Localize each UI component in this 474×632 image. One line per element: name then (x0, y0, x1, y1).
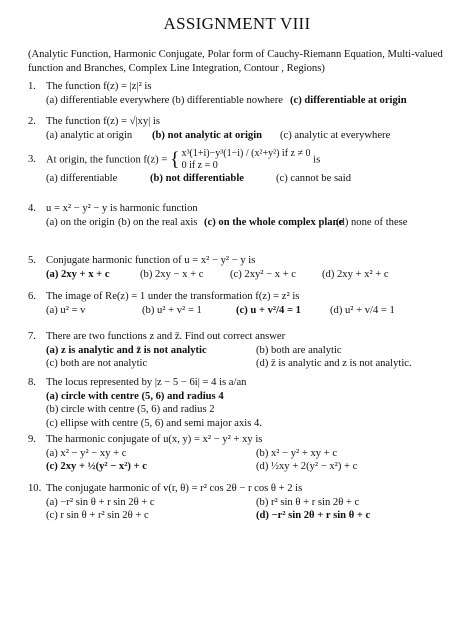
option-d[interactable]: (d) 2xy + x² + c (322, 268, 389, 280)
option-b[interactable]: (b) r² sin θ + r sin 2θ + c (256, 496, 360, 508)
option-d[interactable]: (d) none of these (336, 216, 408, 228)
question-stem: The harmonic conjugate of u(x, y) = x² − y² + xy is (46, 434, 263, 445)
question-stem: The function f(z) = √|xy| is (46, 116, 160, 127)
question-9: 9. The harmonic conjugate of u(x, y) = x² − y² + xy is (a) x² − y² − xy + c (b) x² − y² + xy + c (c) 2xy + ½(y² − x²) + c (d) ½xy + 2(y² − x²) + c (28, 433, 458, 474)
option-c[interactable]: (c) cannot be said (276, 173, 352, 184)
question-stem: At origin, the function f(z) = (46, 154, 168, 166)
option-d[interactable]: (d) z̄ is analytic and z is not analytic. (256, 358, 412, 369)
question-stem: The locus represented by |z − 5 − 6i| = 4 is a/an (46, 377, 247, 388)
option-c[interactable]: (c) ellipse with centre (5, 6) and semi major axis 4. (46, 417, 262, 429)
option-b[interactable]: (b) u² + v² = 1 (142, 304, 202, 316)
question-6: 6. The image of Re(z) = 1 under the transformation f(z) = z² is (a) u² = v (b) u² + v² = 1 (c) u + v²/4 = 1 (d) u² + v/4 = 1 (28, 291, 395, 316)
page-title: ASSIGNMENT VIII (163, 14, 311, 33)
page-subtitle: (Analytic Function, Harmonic Conjugate, Polar form of Cauchy-Riemann Equation, Multi-valued function and Branches, Complex Line Integration, Contour , Regions) (28, 49, 443, 74)
option-c[interactable]: (c) 2xy² − x + c (230, 268, 297, 280)
option-b[interactable]: (b) circle with centre (5, 6) and radius 2 (46, 404, 215, 415)
option-a[interactable]: (a) differentiable (46, 173, 118, 184)
piecewise-definition: x³(1+i)−y³(1−i) / (x²+y²) if z ≠ 0 0 if z = 0 (181, 148, 311, 171)
option-d[interactable]: (d) −r² sin 2θ + r sin θ + c (256, 510, 371, 521)
option-b[interactable]: (b) differentiable nowhere (172, 94, 283, 106)
option-a[interactable]: (a) analytic at origin (46, 129, 133, 141)
option-b[interactable]: (b) not analytic at origin (152, 129, 263, 141)
option-b[interactable]: (b) not differentiable (150, 173, 244, 184)
option-b[interactable]: (b) x² − y² + xy + c (256, 447, 338, 459)
question-stem: Conjugate harmonic function of u = x² − y² − y is (46, 255, 256, 266)
question-stem: The conjugate harmonic of v(r, θ) = r² cos 2θ − r cos θ + 2 is (46, 483, 303, 494)
option-c[interactable]: (c) analytic at everywhere (280, 129, 391, 141)
question-stem: u = x² − y² − y is harmonic function (46, 203, 198, 214)
option-a[interactable]: (a) circle with centre (5, 6) and radius 4 (46, 390, 224, 402)
option-c[interactable]: (c) r sin θ + r² sin 2θ + c (46, 510, 149, 521)
option-c[interactable]: (c) on the whole complex plane (204, 216, 344, 228)
question-8: 8. The locus represented by |z − 5 − 6i| = 4 is a/an (a) circle with centre (5, 6) and radius 4 (b) circle with centre (5, 6) and radius 2 (c) ellipse with centre (5, 6) and semi major axis 4. (28, 377, 262, 429)
option-a[interactable]: (a) differentiable everywhere (46, 94, 170, 106)
option-d[interactable]: (d) u² + v/4 = 1 (330, 304, 395, 316)
option-a[interactable]: (a) x² − y² − xy + c (46, 447, 127, 459)
question-2: 2. The function f(z) = √|xy| is (a) analytic at origin (b) not analytic at origin (c) analytic at everywhere (28, 116, 391, 141)
option-b[interactable]: (b) on the real axis (118, 216, 198, 228)
question-10: 10. The conjugate harmonic of v(r, θ) = r² cos 2θ − r cos θ + 2 is (a) −r² sin θ + r sin 2θ + c (b) r² sin θ + r sin 2θ + c (c) r sin θ + r² sin 2θ + c (d) −r² sin 2θ + r sin θ + c (28, 482, 458, 523)
option-a[interactable]: (a) on the origin (46, 216, 115, 228)
question-1: 1. The function f(z) = |z|² is (a) differentiable everywhere (b) differentiable nowhere (c) differentiable at origin (28, 81, 407, 106)
question-3: 3. At origin, the function f(z) = { x³(1+i)−y³(1−i) / (x²+y²) if z ≠ 0 0 if z = 0 is (a) differentiable (b) not differentiable (c) cannot be said (28, 148, 352, 184)
question-4: 4. u = x² − y² − y is harmonic function (a) on the origin (b) on the real axis (c) on the whole complex plane(d) none of these (28, 203, 408, 228)
option-c[interactable]: (c) both are not analytic (46, 358, 148, 369)
brace-icon: { (169, 148, 180, 171)
option-a[interactable]: (a) u² = v (46, 304, 86, 316)
option-c[interactable]: (c) differentiable at origin (290, 94, 407, 106)
option-b[interactable]: (b) both are analytic (256, 344, 342, 356)
question-stem: There are two functions z and z̄. Find out correct answer (46, 331, 286, 342)
question-7: 7. There are two functions z and z̄. Find out correct answer (a) z is analytic and z̄ is not analytic (b) both are analytic (c) both are not analytic (d) z̄ is analytic and z is not analytic. (28, 330, 458, 371)
option-b[interactable]: (b) 2xy − x + c (140, 268, 204, 280)
option-a[interactable]: (a) 2xy + x + c (46, 268, 110, 280)
option-d[interactable]: (d) ½xy + 2(y² − x²) + c (256, 461, 358, 472)
option-a[interactable]: (a) z is analytic and z̄ is not analytic (46, 344, 207, 356)
question-stem: The image of Re(z) = 1 under the transformation f(z) = z² is (46, 291, 300, 302)
question-5: 5. Conjugate harmonic function of u = x² − y² − y is (a) 2xy + x + c (b) 2xy − x + c (c) 2xy² − x + c (d) 2xy + x² + c (28, 255, 389, 280)
option-c[interactable]: (c) 2xy + ½(y² − x²) + c (46, 461, 147, 472)
option-a[interactable]: (a) −r² sin θ + r sin 2θ + c (46, 496, 155, 508)
option-c[interactable]: (c) u + v²/4 = 1 (236, 304, 301, 316)
question-stem: The function f(z) = |z|² is (46, 81, 152, 92)
